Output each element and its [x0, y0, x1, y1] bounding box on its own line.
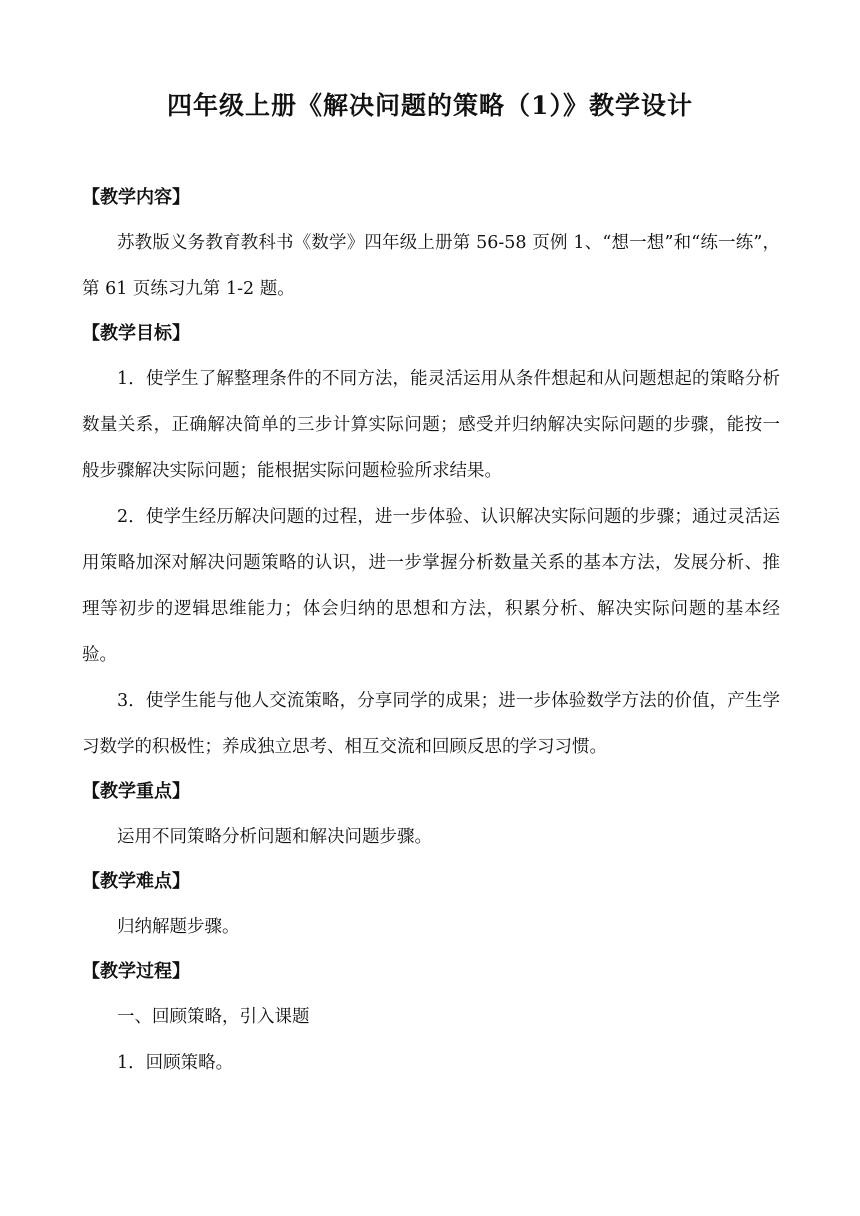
process-substep: 1．回顾策略。 — [117, 1053, 234, 1073]
section-heading-difficulties: 【教学难点】 — [82, 871, 190, 892]
content-paragraph: 苏教版义务教育教科书《数学》四年级上册第 56-58 页例 1、“想一想”和“练一练”，第 61 页练习九第 1-2 题。 — [82, 233, 780, 299]
goal-paragraph-3: 3．使学生能与他人交流策略，分享同学的成果；进一步体验数学方法的价值，产生学习数学的积极性；养成独立思考、相互交流和回顾反思的学习习惯。 — [82, 691, 780, 757]
process-step-title: 一、回顾策略，引入课题 — [117, 1007, 310, 1027]
document-body — [82, 176, 780, 1086]
section-heading-content: 【教学内容】 — [82, 187, 190, 208]
section-heading-goals: 【教学目标】 — [82, 323, 190, 344]
goal-paragraph-1: 1．使学生了解整理条件的不同方法，能灵活运用从条件想起和从问题想起的策略分析数量关系，正确解决简单的三步计算实际问题；感受并归纳解决实际问题的步骤，能按一般步骤解决实际问题；能根据实际问题检验所求结果。 — [82, 369, 780, 481]
document-title: 四年级上册《解决问题的策略（1）》教学设计 — [167, 91, 693, 120]
difficulties-paragraph: 归纳解题步骤。 — [117, 917, 240, 937]
key-points-paragraph: 运用不同策略分析问题和解决问题步骤。 — [117, 827, 432, 847]
goal-paragraph-2: 2．使学生经历解决问题的过程，进一步体验、认识解决实际问题的步骤；通过灵活运用策略加深对解决问题策略的认识，进一步掌握分析数量关系的基本方法，发展分析、推理等初步的逻辑思维能力；体会归纳的思想和方法，积累分析、解决实际问题的基本经验。 — [82, 507, 780, 665]
section-heading-process: 【教学过程】 — [82, 961, 190, 982]
section-heading-key-points: 【教学重点】 — [82, 781, 190, 802]
